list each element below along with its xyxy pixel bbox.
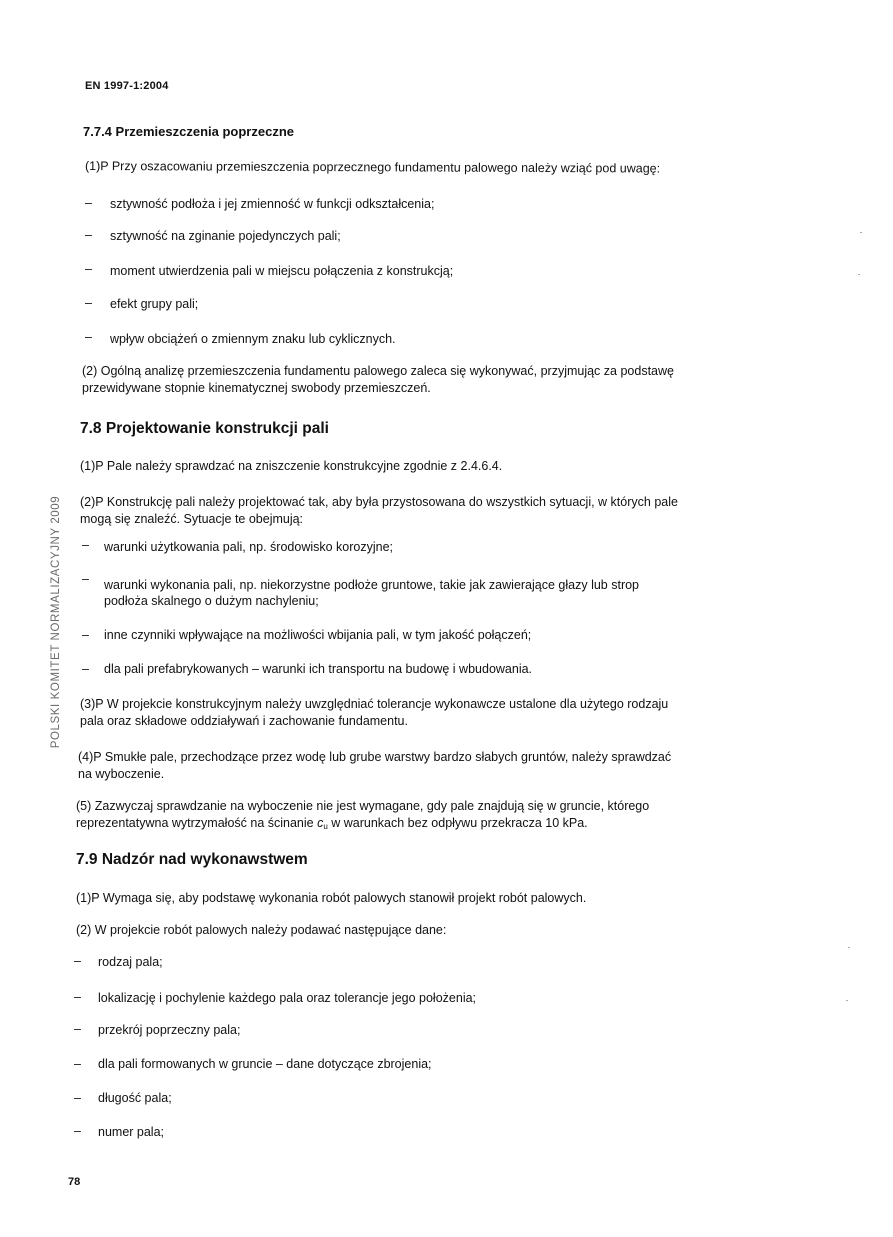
list-item: inne czynniki wpływające na możliwości wbijania pali, w tym jakość połączeń; [104,628,532,642]
scan-speck [860,232,862,233]
section-79-heading: 7.9 Nadzór nad wykonawstwem [76,851,308,868]
list-dash: – [74,1124,81,1138]
list-dash: – [85,262,92,276]
paragraph-line: (3)P W projekcie konstrukcyjnym należy uwzględniać tolerancje wykonawcze ustalone dla użytego rodzaju [80,697,669,711]
scan-speck [858,274,860,275]
document-id-header: EN 1997-1:2004 [85,80,169,92]
list-dash: – [74,1057,81,1071]
paragraph-line: mogą się znaleźć. Sytuacje te obejmują: [80,512,304,526]
list-dash: – [85,196,92,210]
section-78-paragraph-4 [78,749,671,783]
list-dash: – [82,538,89,552]
section-78-paragraph-5 [76,798,649,835]
paragraph-line: na wyboczenie. [78,767,165,781]
list-item: efekt grupy pali; [110,297,199,311]
section-79-paragraph-1: (1)P Wymaga się, aby podstawę wykonania robót palowych stanowił projekt robót palowych. [76,891,587,905]
list-dash: – [74,954,81,968]
text-run: w warunkach bez odpływu przekracza 10 kPa. [327,816,588,830]
list-item-continuation: podłoża skalnego o dużym nachyleniu; [104,594,319,608]
list-item: sztywność podłoża i jej zmienność w funkcji odkształcenia; [110,197,435,211]
scan-speck [846,1000,848,1001]
list-item: warunki wykonania pali, np. niekorzystne podłoże gruntowe, takie jak zawierające głazy lub strop [104,578,640,592]
list-dash: – [82,662,89,676]
section-79-paragraph-2: (2) W projekcie robót palowych należy podawać następujące dane: [76,923,447,937]
list-item: sztywność na zginanie pojedynczych pali; [110,229,341,243]
paragraph-line: (2)P Konstrukcję pali należy projektować tak, aby była przystosowana do wszystkich sytuacji, w których pale [80,495,678,509]
list-dash: – [85,228,92,242]
section-78-heading: 7.8 Projektowanie konstrukcji pali [80,420,329,437]
section-774-paragraph-1: (1)P Przy oszacowaniu przemieszczenia poprzecznego fundamentu palowego należy wziąć pod uwagę: [84,159,661,176]
list-item: numer pala; [98,1125,165,1139]
paragraph-line: (4)P Smukłe pale, przechodzące przez wodę lub grube warstwy bardzo słabych gruntów, należy sprawdzać [78,750,672,764]
list-dash: – [74,1091,81,1105]
list-dash: – [82,628,89,642]
list-item: dla pali formowanych w gruncie – dane dotyczące zbrojenia; [98,1057,432,1071]
side-watermark: POLSKI KOMITET NORMALIZACYJNY 2009 [50,495,62,749]
section-78-paragraph-3 [80,696,668,730]
list-item: lokalizację i pochylenie każdego pala oraz tolerancje jego położenia; [98,991,477,1005]
paragraph-line: pala oraz składowe oddziaływań i zachowanie fundamentu. [80,714,408,728]
list-dash: – [85,296,92,310]
list-item: wpływ obciążeń o zmiennym znaku lub cyklicznych. [110,332,396,346]
subscript-u: u [323,822,328,831]
section-78-paragraph-1: (1)P Pale należy sprawdzać na zniszczenie konstrukcyjne zgodnie z 2.4.6.4. [80,459,503,473]
list-item: rodzaj pala; [98,955,163,969]
list-dash: – [82,572,89,586]
paragraph-line: przewidywane stopnie kinematycznej swobody przemieszczeń. [82,381,431,395]
text-run: reprezentatywna wytrzymałość na ścinanie [76,816,318,830]
section-78-paragraph-2 [80,494,678,528]
list-item: moment utwierdzenia pali w miejscu połączenia z konstrukcją; [110,264,454,278]
section-774-heading: 7.7.4 Przemieszczenia poprzeczne [83,124,294,139]
paragraph-line: (2) Ogólną analizę przemieszczenia fundamentu palowego zaleca się wykonywać, przyjmując za podstawę [82,364,674,378]
list-dash: – [74,990,81,1004]
scan-speck [848,947,850,948]
variable-c: c [317,816,324,830]
list-item: warunki użytkowania pali, np. środowisko korozyjne; [104,540,394,554]
list-dash: – [85,330,92,344]
paragraph-line: (5) Zazwyczaj sprawdzanie na wyboczenie nie jest wymagane, gdy pale znajdują się w gruncie, którego [76,799,650,813]
list-item: długość pala; [98,1091,172,1105]
page-number: 78 [68,1176,81,1188]
section-774-paragraph-2 [82,363,674,397]
list-item: przekrój poprzeczny pala; [98,1023,241,1037]
paragraph-line [76,815,649,835]
list-item: dla pali prefabrykowanych – warunki ich transportu na budowę i wbudowania. [104,662,533,676]
list-dash: – [74,1022,81,1036]
